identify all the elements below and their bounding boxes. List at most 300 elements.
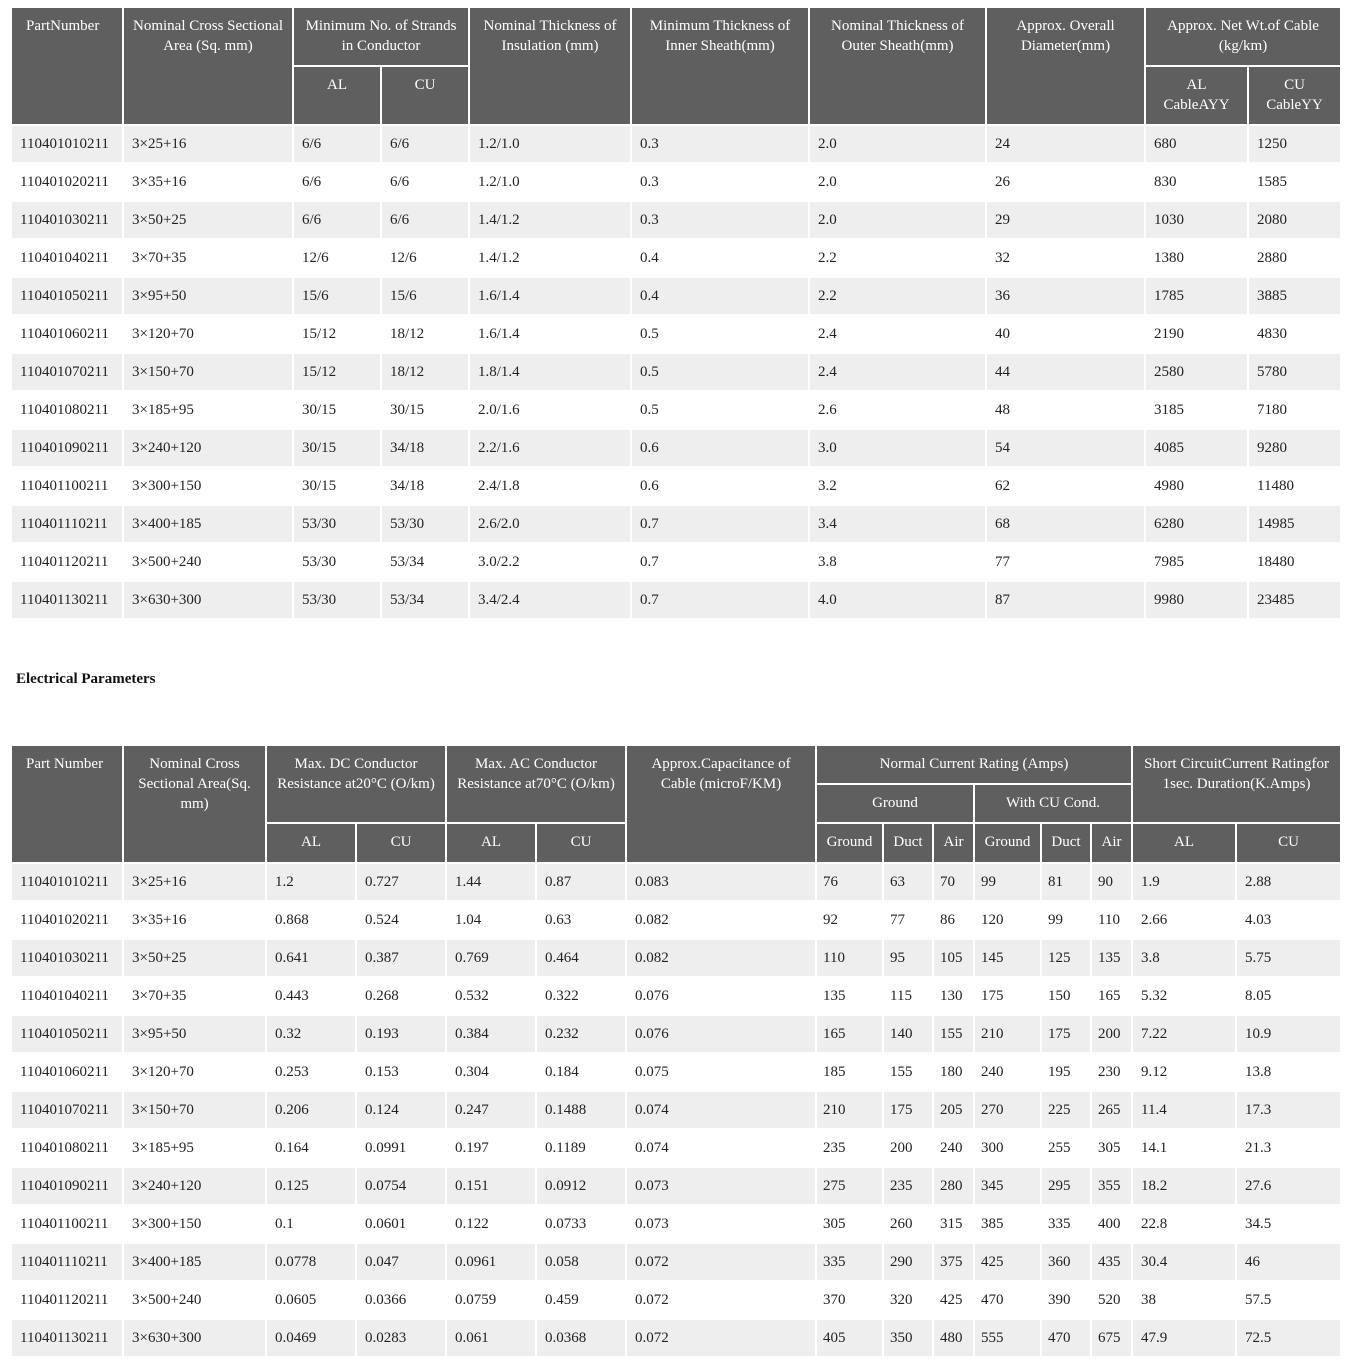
cell-weight-al: 4085 bbox=[1145, 429, 1248, 467]
cell-air: 315 bbox=[933, 1205, 974, 1243]
cell-ac-al: 0.061 bbox=[446, 1319, 536, 1357]
cell-part-number: 110401050211 bbox=[11, 1015, 123, 1053]
cell-dc-cu: 0.0601 bbox=[356, 1205, 446, 1243]
subheader-cu-duct: Duct bbox=[1041, 823, 1091, 863]
table-row bbox=[11, 277, 1341, 315]
table-row bbox=[11, 939, 1341, 977]
cell-inner-sheath: 0.3 bbox=[631, 125, 809, 163]
cell-dc-cu: 0.0754 bbox=[356, 1167, 446, 1205]
cell-strands-al: 53/30 bbox=[293, 505, 381, 543]
cell-part-number: 110401130211 bbox=[11, 581, 123, 619]
cell-dc-al: 0.868 bbox=[266, 901, 356, 939]
header-overall-diameter: Approx. Overall Diameter(mm) bbox=[986, 7, 1145, 125]
cell-capacitance: 0.082 bbox=[626, 901, 816, 939]
cell-capacitance: 0.075 bbox=[626, 1053, 816, 1091]
cell-cross-section: 3×240+120 bbox=[123, 429, 293, 467]
cell-air: 180 bbox=[933, 1053, 974, 1091]
cell-capacitance: 0.074 bbox=[626, 1091, 816, 1129]
cell-weight-al: 680 bbox=[1145, 125, 1248, 163]
cell-cross-section: 3×400+185 bbox=[123, 1243, 266, 1281]
subheader-ac-cu: CU bbox=[536, 823, 626, 863]
table-row bbox=[11, 1281, 1341, 1319]
cell-ground: 235 bbox=[816, 1129, 883, 1167]
cell-part-number: 110401110211 bbox=[11, 1243, 123, 1281]
cell-capacitance: 0.072 bbox=[626, 1281, 816, 1319]
cell-sc-cu: 27.6 bbox=[1236, 1167, 1341, 1205]
cell-dc-cu: 0.524 bbox=[356, 901, 446, 939]
cell-dc-al: 0.0469 bbox=[266, 1319, 356, 1357]
cell-ground: 305 bbox=[816, 1205, 883, 1243]
cell-cross-section: 3×150+70 bbox=[123, 353, 293, 391]
cell-part-number: 110401020211 bbox=[11, 163, 123, 201]
cell-sc-al: 14.1 bbox=[1132, 1129, 1236, 1167]
cell-insulation: 1.2/1.0 bbox=[469, 125, 631, 163]
cell-part-number: 110401010211 bbox=[11, 125, 123, 163]
cell-duct: 140 bbox=[883, 1015, 933, 1053]
cell-capacitance: 0.082 bbox=[626, 939, 816, 977]
cell-cu-duct: 225 bbox=[1041, 1091, 1091, 1129]
cell-weight-cu: 23485 bbox=[1248, 581, 1341, 619]
cell-diameter: 68 bbox=[986, 505, 1145, 543]
cell-ac-al: 0.532 bbox=[446, 977, 536, 1015]
table-row bbox=[11, 353, 1341, 391]
cell-part-number: 110401090211 bbox=[11, 429, 123, 467]
subheader-cu-air: Air bbox=[1091, 823, 1132, 863]
cell-duct: 115 bbox=[883, 977, 933, 1015]
table-row bbox=[11, 1205, 1341, 1243]
cell-ac-al: 1.44 bbox=[446, 863, 536, 901]
cell-inner-sheath: 0.5 bbox=[631, 315, 809, 353]
cell-diameter: 62 bbox=[986, 467, 1145, 505]
cell-weight-cu: 11480 bbox=[1248, 467, 1341, 505]
cell-cross-section: 3×300+150 bbox=[123, 1205, 266, 1243]
cell-ac-al: 0.304 bbox=[446, 1053, 536, 1091]
cell-sc-cu: 8.05 bbox=[1236, 977, 1341, 1015]
cell-inner-sheath: 0.5 bbox=[631, 391, 809, 429]
cell-weight-cu: 1585 bbox=[1248, 163, 1341, 201]
cell-duct: 63 bbox=[883, 863, 933, 901]
cell-outer-sheath: 3.2 bbox=[809, 467, 986, 505]
cell-weight-cu: 9280 bbox=[1248, 429, 1341, 467]
cell-ac-al: 0.247 bbox=[446, 1091, 536, 1129]
cell-outer-sheath: 2.0 bbox=[809, 201, 986, 239]
table-row bbox=[11, 467, 1341, 505]
cell-cross-section: 3×400+185 bbox=[123, 505, 293, 543]
cell-sc-al: 2.66 bbox=[1132, 901, 1236, 939]
cell-insulation: 1.2/1.0 bbox=[469, 163, 631, 201]
header-capacitance: Approx.Capacitance of Cable (microF/KM) bbox=[626, 745, 816, 863]
cell-ground: 135 bbox=[816, 977, 883, 1015]
cell-dc-cu: 0.153 bbox=[356, 1053, 446, 1091]
cell-ac-al: 0.151 bbox=[446, 1167, 536, 1205]
cell-cross-section: 3×35+16 bbox=[123, 901, 266, 939]
cell-cu-ground: 270 bbox=[974, 1091, 1041, 1129]
cell-ac-cu: 0.184 bbox=[536, 1053, 626, 1091]
cell-cu-duct: 195 bbox=[1041, 1053, 1091, 1091]
cell-outer-sheath: 2.4 bbox=[809, 353, 986, 391]
cell-strands-al: 15/12 bbox=[293, 353, 381, 391]
cell-weight-cu: 7180 bbox=[1248, 391, 1341, 429]
cell-inner-sheath: 0.4 bbox=[631, 239, 809, 277]
cell-cu-ground: 470 bbox=[974, 1281, 1041, 1319]
cell-strands-cu: 53/34 bbox=[381, 581, 469, 619]
cell-sc-al: 47.9 bbox=[1132, 1319, 1236, 1357]
cell-ground: 275 bbox=[816, 1167, 883, 1205]
cell-capacitance: 0.083 bbox=[626, 863, 816, 901]
cell-diameter: 48 bbox=[986, 391, 1145, 429]
table-row bbox=[11, 1243, 1341, 1281]
cell-weight-al: 9980 bbox=[1145, 581, 1248, 619]
subheader-sc-cu: CU bbox=[1236, 823, 1341, 863]
cell-outer-sheath: 3.8 bbox=[809, 543, 986, 581]
cell-sc-al: 5.32 bbox=[1132, 977, 1236, 1015]
subheader-dc-cu: CU bbox=[356, 823, 446, 863]
cell-weight-cu: 4830 bbox=[1248, 315, 1341, 353]
cell-part-number: 110401100211 bbox=[11, 1205, 123, 1243]
cell-sc-al: 22.8 bbox=[1132, 1205, 1236, 1243]
table-row bbox=[11, 977, 1341, 1015]
cell-sc-al: 38 bbox=[1132, 1281, 1236, 1319]
cell-sc-cu: 57.5 bbox=[1236, 1281, 1341, 1319]
cell-weight-al: 1380 bbox=[1145, 239, 1248, 277]
cell-ac-cu: 0.0368 bbox=[536, 1319, 626, 1357]
subheader-cu-cable: CU CableYY bbox=[1248, 66, 1341, 125]
table-row bbox=[11, 201, 1341, 239]
cell-sc-cu: 34.5 bbox=[1236, 1205, 1341, 1243]
cell-ac-al: 0.197 bbox=[446, 1129, 536, 1167]
cell-air: 240 bbox=[933, 1129, 974, 1167]
cell-diameter: 77 bbox=[986, 543, 1145, 581]
cell-sc-cu: 4.03 bbox=[1236, 901, 1341, 939]
cell-cu-air: 355 bbox=[1091, 1167, 1132, 1205]
cell-insulation: 3.0/2.2 bbox=[469, 543, 631, 581]
cell-cross-section: 3×185+95 bbox=[123, 1129, 266, 1167]
table-row bbox=[11, 863, 1341, 901]
cell-weight-cu: 2880 bbox=[1248, 239, 1341, 277]
table-row bbox=[11, 1053, 1341, 1091]
cell-strands-cu: 12/6 bbox=[381, 239, 469, 277]
cell-strands-al: 12/6 bbox=[293, 239, 381, 277]
cell-diameter: 24 bbox=[986, 125, 1145, 163]
table-row bbox=[11, 239, 1341, 277]
cell-ac-cu: 0.322 bbox=[536, 977, 626, 1015]
cell-cross-section: 3×240+120 bbox=[123, 1167, 266, 1205]
cell-weight-cu: 2080 bbox=[1248, 201, 1341, 239]
header-part-number: PartNumber bbox=[11, 7, 123, 125]
cell-insulation: 2.6/2.0 bbox=[469, 505, 631, 543]
cell-strands-al: 15/12 bbox=[293, 315, 381, 353]
cell-capacitance: 0.072 bbox=[626, 1243, 816, 1281]
cell-dc-al: 0.32 bbox=[266, 1015, 356, 1053]
cell-cu-air: 520 bbox=[1091, 1281, 1132, 1319]
cell-dc-cu: 0.0991 bbox=[356, 1129, 446, 1167]
cell-capacitance: 0.072 bbox=[626, 1319, 816, 1357]
cell-inner-sheath: 0.7 bbox=[631, 543, 809, 581]
cell-duct: 175 bbox=[883, 1091, 933, 1129]
cell-cross-section: 3×70+35 bbox=[123, 239, 293, 277]
cell-ac-al: 0.0759 bbox=[446, 1281, 536, 1319]
cell-inner-sheath: 0.6 bbox=[631, 429, 809, 467]
cell-cross-section: 3×25+16 bbox=[123, 125, 293, 163]
cell-insulation: 3.4/2.4 bbox=[469, 581, 631, 619]
cell-strands-cu: 34/18 bbox=[381, 467, 469, 505]
cell-outer-sheath: 3.0 bbox=[809, 429, 986, 467]
cell-insulation: 1.4/1.2 bbox=[469, 239, 631, 277]
cell-sc-cu: 17.3 bbox=[1236, 1091, 1341, 1129]
table-row bbox=[11, 1167, 1341, 1205]
cell-strands-cu: 53/30 bbox=[381, 505, 469, 543]
table-row bbox=[11, 163, 1341, 201]
table-row bbox=[11, 429, 1341, 467]
cell-capacitance: 0.073 bbox=[626, 1167, 816, 1205]
subheader-duct: Duct bbox=[883, 823, 933, 863]
cell-part-number: 110401010211 bbox=[11, 863, 123, 901]
cell-cu-air: 265 bbox=[1091, 1091, 1132, 1129]
cell-cross-section: 3×120+70 bbox=[123, 1053, 266, 1091]
cell-weight-al: 830 bbox=[1145, 163, 1248, 201]
cell-strands-al: 30/15 bbox=[293, 429, 381, 467]
cell-dc-al: 0.125 bbox=[266, 1167, 356, 1205]
header-with-cu-cond: With CU Cond. bbox=[974, 784, 1132, 823]
cell-sc-al: 3.8 bbox=[1132, 939, 1236, 977]
cell-diameter: 32 bbox=[986, 239, 1145, 277]
cell-cu-ground: 555 bbox=[974, 1319, 1041, 1357]
cell-weight-al: 2580 bbox=[1145, 353, 1248, 391]
cell-cross-section: 3×95+50 bbox=[123, 277, 293, 315]
cell-air: 280 bbox=[933, 1167, 974, 1205]
cell-air: 425 bbox=[933, 1281, 974, 1319]
cell-strands-al: 30/15 bbox=[293, 467, 381, 505]
cell-part-number: 110401020211 bbox=[11, 901, 123, 939]
cell-capacitance: 0.074 bbox=[626, 1129, 816, 1167]
cell-part-number: 110401030211 bbox=[11, 201, 123, 239]
cell-air: 86 bbox=[933, 901, 974, 939]
cell-cu-air: 305 bbox=[1091, 1129, 1132, 1167]
cell-weight-cu: 14985 bbox=[1248, 505, 1341, 543]
cell-sc-al: 1.9 bbox=[1132, 863, 1236, 901]
cell-strands-al: 53/30 bbox=[293, 581, 381, 619]
cell-ac-cu: 0.459 bbox=[536, 1281, 626, 1319]
cell-cu-duct: 470 bbox=[1041, 1319, 1091, 1357]
cell-cross-section: 3×50+25 bbox=[123, 201, 293, 239]
cell-cross-section: 3×35+16 bbox=[123, 163, 293, 201]
cell-ac-cu: 0.0912 bbox=[536, 1167, 626, 1205]
cell-cross-section: 3×25+16 bbox=[123, 863, 266, 901]
cell-cu-duct: 81 bbox=[1041, 863, 1091, 901]
cell-weight-al: 4980 bbox=[1145, 467, 1248, 505]
cell-part-number: 110401070211 bbox=[11, 353, 123, 391]
cell-weight-cu: 5780 bbox=[1248, 353, 1341, 391]
cell-strands-cu: 6/6 bbox=[381, 125, 469, 163]
cell-ac-cu: 0.63 bbox=[536, 901, 626, 939]
cell-strands-cu: 34/18 bbox=[381, 429, 469, 467]
cell-dc-cu: 0.268 bbox=[356, 977, 446, 1015]
cell-air: 105 bbox=[933, 939, 974, 977]
cell-cu-ground: 175 bbox=[974, 977, 1041, 1015]
cell-outer-sheath: 3.4 bbox=[809, 505, 986, 543]
cell-sc-cu: 72.5 bbox=[1236, 1319, 1341, 1357]
cell-insulation: 2.4/1.8 bbox=[469, 467, 631, 505]
header-min-strands: Minimum No. of Strands in Conductor bbox=[293, 7, 469, 66]
cell-cu-duct: 360 bbox=[1041, 1243, 1091, 1281]
cell-diameter: 40 bbox=[986, 315, 1145, 353]
cell-air: 70 bbox=[933, 863, 974, 901]
cell-cu-duct: 335 bbox=[1041, 1205, 1091, 1243]
cell-duct: 320 bbox=[883, 1281, 933, 1319]
cell-duct: 95 bbox=[883, 939, 933, 977]
cell-part-number: 110401100211 bbox=[11, 467, 123, 505]
header-ac-resistance: Max. AC Conductor Resistance at70°C (O/km) bbox=[446, 745, 626, 823]
cell-ground: 185 bbox=[816, 1053, 883, 1091]
cell-strands-cu: 6/6 bbox=[381, 163, 469, 201]
cell-insulation: 1.4/1.2 bbox=[469, 201, 631, 239]
cell-strands-al: 6/6 bbox=[293, 125, 381, 163]
cell-cu-air: 135 bbox=[1091, 939, 1132, 977]
cell-part-number: 110401040211 bbox=[11, 239, 123, 277]
cell-strands-al: 6/6 bbox=[293, 163, 381, 201]
cell-sc-cu: 10.9 bbox=[1236, 1015, 1341, 1053]
cell-diameter: 29 bbox=[986, 201, 1145, 239]
header-net-weight: Approx. Net Wt.of Cable (kg/km) bbox=[1145, 7, 1341, 66]
cell-strands-cu: 53/34 bbox=[381, 543, 469, 581]
electrical-table-body bbox=[11, 863, 1341, 1357]
subheader-al-cable: AL CableAYY bbox=[1145, 66, 1248, 125]
cell-diameter: 54 bbox=[986, 429, 1145, 467]
cell-dc-cu: 0.727 bbox=[356, 863, 446, 901]
cell-capacitance: 0.076 bbox=[626, 1015, 816, 1053]
table-row bbox=[11, 1015, 1341, 1053]
table-row bbox=[11, 1319, 1341, 1357]
cell-ac-cu: 0.1488 bbox=[536, 1091, 626, 1129]
cell-ground: 370 bbox=[816, 1281, 883, 1319]
table-row bbox=[11, 581, 1341, 619]
cell-diameter: 87 bbox=[986, 581, 1145, 619]
cell-dc-cu: 0.387 bbox=[356, 939, 446, 977]
cell-cu-air: 200 bbox=[1091, 1015, 1132, 1053]
cell-capacitance: 0.073 bbox=[626, 1205, 816, 1243]
cell-part-number: 110401110211 bbox=[11, 505, 123, 543]
cell-inner-sheath: 0.7 bbox=[631, 505, 809, 543]
cell-ac-cu: 0.1189 bbox=[536, 1129, 626, 1167]
cell-weight-cu: 1250 bbox=[1248, 125, 1341, 163]
cell-sc-al: 9.12 bbox=[1132, 1053, 1236, 1091]
cell-sc-al: 18.2 bbox=[1132, 1167, 1236, 1205]
cell-part-number: 110401050211 bbox=[11, 277, 123, 315]
cell-cu-ground: 120 bbox=[974, 901, 1041, 939]
cell-part-number: 110401060211 bbox=[11, 315, 123, 353]
header-short-circuit: Short CircuitCurrent Ratingfor 1sec. Duration(K.Amps) bbox=[1132, 745, 1341, 823]
header-ground: Ground bbox=[816, 784, 974, 823]
cell-cross-section: 3×300+150 bbox=[123, 467, 293, 505]
cell-air: 375 bbox=[933, 1243, 974, 1281]
cell-cross-section: 3×50+25 bbox=[123, 939, 266, 977]
cell-cu-air: 435 bbox=[1091, 1243, 1132, 1281]
cell-dc-cu: 0.124 bbox=[356, 1091, 446, 1129]
cell-cu-duct: 99 bbox=[1041, 901, 1091, 939]
cell-insulation: 2.2/1.6 bbox=[469, 429, 631, 467]
cell-cu-air: 110 bbox=[1091, 901, 1132, 939]
cell-inner-sheath: 0.3 bbox=[631, 163, 809, 201]
cell-dc-al: 0.641 bbox=[266, 939, 356, 977]
header-cross-section: Nominal Cross Sectional Area (Sq. mm) bbox=[123, 7, 293, 125]
cell-cu-duct: 390 bbox=[1041, 1281, 1091, 1319]
cell-outer-sheath: 2.6 bbox=[809, 391, 986, 429]
cell-air: 155 bbox=[933, 1015, 974, 1053]
cell-weight-al: 1030 bbox=[1145, 201, 1248, 239]
cell-insulation: 1.8/1.4 bbox=[469, 353, 631, 391]
cell-ac-al: 0.122 bbox=[446, 1205, 536, 1243]
cell-part-number: 110401120211 bbox=[11, 1281, 123, 1319]
cell-cu-duct: 125 bbox=[1041, 939, 1091, 977]
cell-capacitance: 0.076 bbox=[626, 977, 816, 1015]
cell-cu-air: 165 bbox=[1091, 977, 1132, 1015]
cell-dc-cu: 0.047 bbox=[356, 1243, 446, 1281]
cell-strands-cu: 30/15 bbox=[381, 391, 469, 429]
subheader-dc-al: AL bbox=[266, 823, 356, 863]
cell-cu-ground: 300 bbox=[974, 1129, 1041, 1167]
cell-inner-sheath: 0.6 bbox=[631, 467, 809, 505]
cell-sc-cu: 46 bbox=[1236, 1243, 1341, 1281]
cell-cu-duct: 150 bbox=[1041, 977, 1091, 1015]
cell-strands-al: 15/6 bbox=[293, 277, 381, 315]
header-outer-sheath-thickness: Nominal Thickness of Outer Sheath(mm) bbox=[809, 7, 986, 125]
cell-ground: 76 bbox=[816, 863, 883, 901]
cell-cu-duct: 175 bbox=[1041, 1015, 1091, 1053]
cell-air: 480 bbox=[933, 1319, 974, 1357]
header-cross-section: Nominal Cross Sectional Area(Sq. mm) bbox=[123, 745, 266, 863]
cell-dc-al: 0.0605 bbox=[266, 1281, 356, 1319]
construction-spec-table bbox=[10, 6, 1342, 620]
cell-sc-cu: 5.75 bbox=[1236, 939, 1341, 977]
header-inner-sheath-thickness: Minimum Thickness of Inner Sheath(mm) bbox=[631, 7, 809, 125]
cell-outer-sheath: 2.2 bbox=[809, 239, 986, 277]
cell-sc-cu: 21.3 bbox=[1236, 1129, 1341, 1167]
cell-part-number: 110401090211 bbox=[11, 1167, 123, 1205]
cell-cross-section: 3×630+300 bbox=[123, 581, 293, 619]
cell-cu-air: 230 bbox=[1091, 1053, 1132, 1091]
cell-duct: 290 bbox=[883, 1243, 933, 1281]
cell-dc-cu: 0.0366 bbox=[356, 1281, 446, 1319]
table-row bbox=[11, 125, 1341, 163]
subheader-ground: Ground bbox=[816, 823, 883, 863]
cell-cu-ground: 240 bbox=[974, 1053, 1041, 1091]
cell-part-number: 110401120211 bbox=[11, 543, 123, 581]
cell-ground: 165 bbox=[816, 1015, 883, 1053]
subheader-sc-al: AL bbox=[1132, 823, 1236, 863]
cell-ground: 335 bbox=[816, 1243, 883, 1281]
cell-cu-ground: 385 bbox=[974, 1205, 1041, 1243]
cell-outer-sheath: 2.0 bbox=[809, 125, 986, 163]
cell-weight-al: 2190 bbox=[1145, 315, 1248, 353]
cell-part-number: 110401080211 bbox=[11, 1129, 123, 1167]
cell-cross-section: 3×150+70 bbox=[123, 1091, 266, 1129]
cell-outer-sheath: 4.0 bbox=[809, 581, 986, 619]
header-dc-resistance: Max. DC Conductor Resistance at20°C (O/km) bbox=[266, 745, 446, 823]
cell-cu-ground: 145 bbox=[974, 939, 1041, 977]
cell-weight-cu: 18480 bbox=[1248, 543, 1341, 581]
cell-dc-al: 0.1 bbox=[266, 1205, 356, 1243]
cell-sc-cu: 13.8 bbox=[1236, 1053, 1341, 1091]
cell-inner-sheath: 0.5 bbox=[631, 353, 809, 391]
cell-cu-air: 675 bbox=[1091, 1319, 1132, 1357]
cell-dc-al: 0.164 bbox=[266, 1129, 356, 1167]
cell-ground: 92 bbox=[816, 901, 883, 939]
cell-air: 205 bbox=[933, 1091, 974, 1129]
cell-outer-sheath: 2.0 bbox=[809, 163, 986, 201]
cell-dc-cu: 0.193 bbox=[356, 1015, 446, 1053]
cell-insulation: 1.6/1.4 bbox=[469, 277, 631, 315]
cell-diameter: 44 bbox=[986, 353, 1145, 391]
